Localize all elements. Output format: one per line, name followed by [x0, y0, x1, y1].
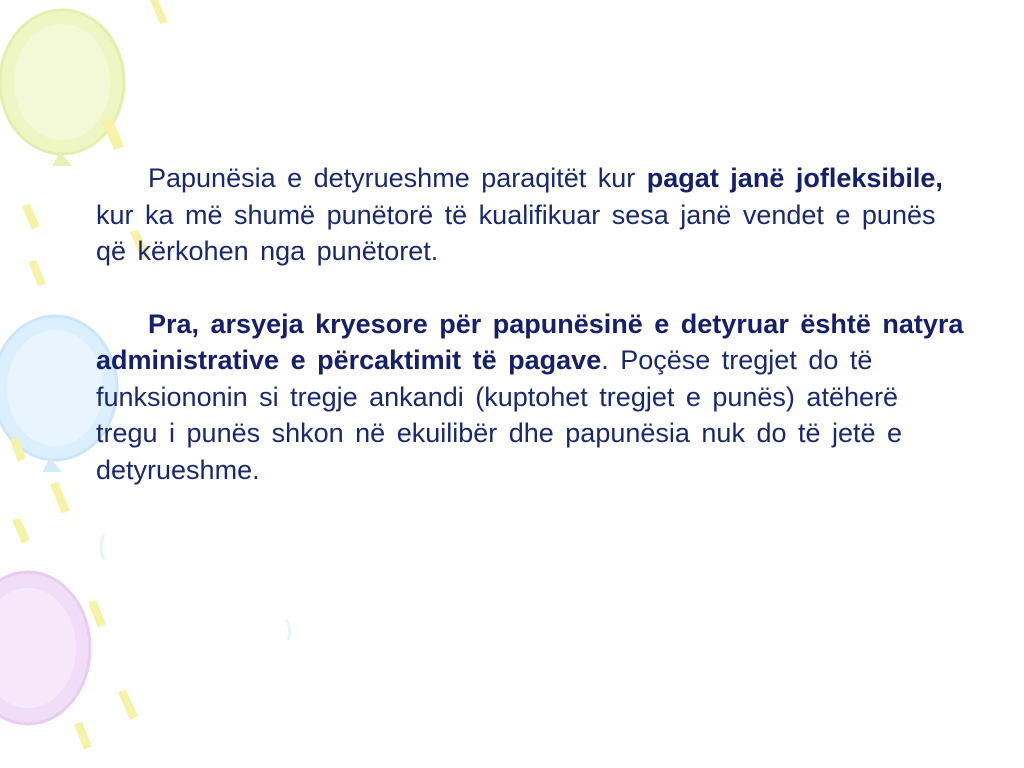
- paragraph-2-bold-text: Pra, arsyeja kryesore për papunësinë e detyruar është natyra administrative e përcaktimit të pagave: [96, 308, 964, 375]
- paragraph-2: [96, 306, 966, 489]
- paragraph-1-bold-text: pagat janë jofleksibile,: [646, 163, 943, 193]
- paragraph-2-text: . Poçëse tregjet do të funksiononin si tregje ankandi (kuptohet tregjet e punës) atëherë tregu i punës shkon në ekuilibër dhe papunësia nuk do të jetë e detyrueshme.: [96, 345, 903, 485]
- paragraph-1-text-start: Papunësia e detyrueshme paraqitët kur: [148, 163, 647, 193]
- slide-body: [96, 160, 966, 488]
- balloon-lavender-icon: [0, 572, 90, 724]
- paragraph-1-text-end: kur ka më shumë punëtorë të kualifikuar sesa janë vendet e punës që kërkohen nga punëtoret.: [96, 199, 936, 266]
- paragraph-1: [96, 160, 966, 270]
- balloon-yellow-green-icon: [0, 10, 124, 166]
